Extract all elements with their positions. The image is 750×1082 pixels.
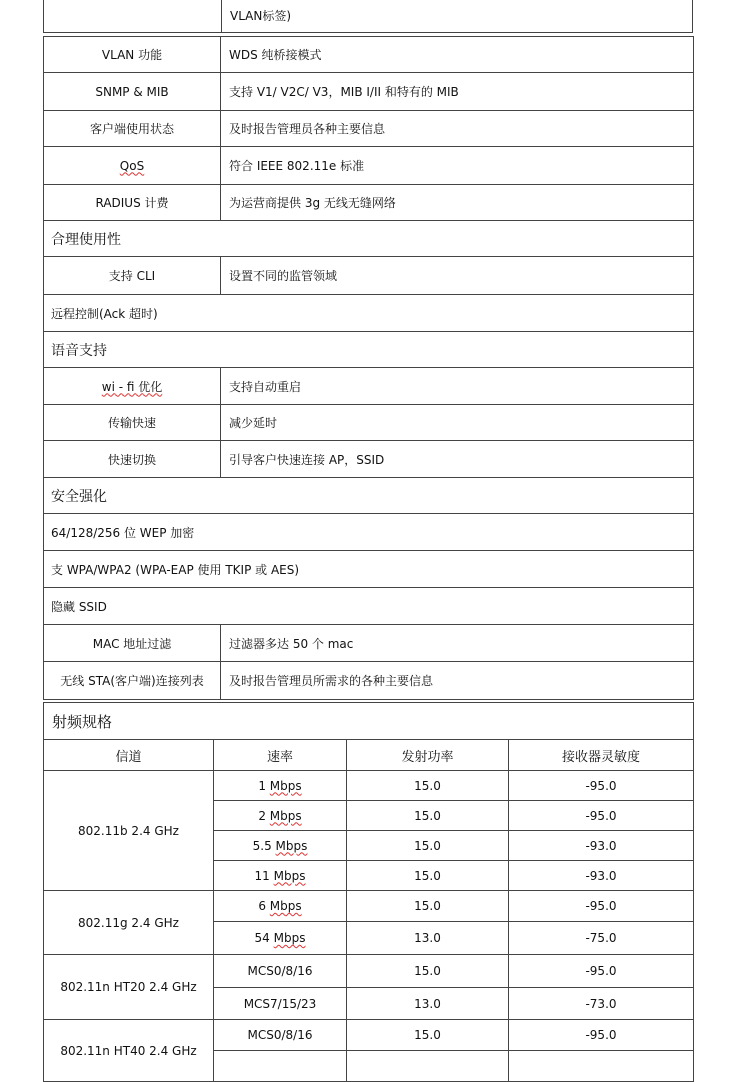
rf-rate-text: 5.5 Mbps [252, 838, 308, 853]
rf-rate-cell [214, 801, 347, 831]
rf-column-header: 速率 [214, 740, 347, 771]
rf-channel-cell: 802.11n HT40 2.4 GHz [44, 1020, 214, 1082]
rf-sensitivity-cell: -75.0 [509, 922, 694, 955]
feature-full-row: 支 WPA/WPA2 (WPA-EAP 使用 TKIP 或 AES) [44, 551, 694, 588]
feature-value: 符合 IEEE 802.11e 标准 [221, 147, 694, 185]
feature-row [44, 588, 694, 625]
feature-label-text: 快速切换 [107, 452, 156, 467]
feature-label-text: QoS [119, 158, 145, 173]
rf-power-cell: 15.0 [347, 1020, 509, 1051]
rf-sensitivity-cell: -95.0 [509, 771, 694, 801]
feature-row [44, 332, 694, 368]
rf-title-row [44, 703, 694, 740]
feature-label-text: 客户端使用状态 [89, 122, 174, 136]
feature-full-row: 64/128/256 位 WEP 加密 [44, 514, 694, 551]
feature-row [44, 73, 694, 111]
feature-row [44, 662, 694, 700]
rf-rate-text: MCS0/8/16 [247, 964, 313, 978]
rf-title: 射频规格 [44, 703, 694, 740]
rf-sensitivity-cell: -95.0 [509, 1020, 694, 1051]
feature-value: 引导客户快速连接 AP，SSID [221, 441, 694, 478]
rf-rate-cell [214, 831, 347, 861]
feature-label-text: 支持 CLI [108, 269, 156, 283]
rf-sensitivity-cell [509, 1051, 694, 1082]
rf-column-header: 信道 [44, 740, 214, 771]
rf-sensitivity-cell: -93.0 [509, 861, 694, 891]
rf-data-row [44, 771, 694, 801]
rf-sensitivity-cell: -93.0 [509, 831, 694, 861]
section-heading: 合理使用性 [44, 221, 694, 257]
rf-sensitivity-cell: -95.0 [509, 955, 694, 988]
rf-rate-text: 11 Mbps [254, 868, 306, 883]
rf-rate-text: MCS0/8/16 [247, 1028, 313, 1042]
rf-power-cell: 15.0 [347, 861, 509, 891]
rf-rate-text: MCS7/15/23 [243, 996, 317, 1011]
rf-rate-text: 1 Mbps [258, 778, 302, 793]
feature-label-text: SNMP & MIB [95, 84, 169, 99]
rf-rate-cell [214, 988, 347, 1020]
rf-power-cell: 15.0 [347, 831, 509, 861]
feature-value: 支持 V1/ V2C/ V3，MIB I/II 和特有的 MIB [221, 73, 694, 111]
rf-header-row [44, 740, 694, 771]
rf-sensitivity-cell: -95.0 [509, 801, 694, 831]
rf-rate-cell [214, 771, 347, 801]
rf-rate-cell [214, 1051, 347, 1082]
feature-row [44, 147, 694, 185]
rf-data-row [44, 891, 694, 922]
rf-sensitivity-cell: -95.0 [509, 891, 694, 922]
feature-label [44, 37, 221, 73]
feature-row [44, 111, 694, 147]
rf-data-row [44, 955, 694, 988]
feature-label-text: VLAN 功能 [101, 48, 163, 62]
top-row-value: VLAN标签) [222, 0, 693, 32]
feature-label [44, 405, 221, 441]
feature-row [44, 405, 694, 441]
feature-row [44, 441, 694, 478]
rf-rate-cell [214, 922, 347, 955]
rf-channel-cell: 802.11n HT20 2.4 GHz [44, 955, 214, 1020]
feature-row [44, 185, 694, 221]
rf-rate-text: 54 Mbps [254, 931, 306, 945]
feature-value: 及时报告管理员各种主要信息 [221, 111, 694, 147]
rf-power-cell: 15.0 [347, 801, 509, 831]
feature-label [44, 441, 221, 478]
feature-row [44, 514, 694, 551]
feature-label [44, 185, 221, 221]
feature-row [44, 625, 694, 662]
feature-row [44, 221, 694, 257]
feature-row [44, 37, 694, 73]
rf-power-cell [347, 1051, 509, 1082]
rf-power-cell: 13.0 [347, 988, 509, 1020]
feature-label [44, 111, 221, 147]
rf-power-cell: 15.0 [347, 771, 509, 801]
rf-rate-cell [214, 955, 347, 988]
rf-column-header: 接收器灵敏度 [509, 740, 694, 771]
rf-rate-text: 2 Mbps [258, 808, 302, 823]
rf-channel-cell: 802.11b 2.4 GHz [44, 771, 214, 891]
feature-value: 及时报告管理员所需求的各种主要信息 [221, 662, 694, 700]
rf-power-cell: 15.0 [347, 891, 509, 922]
rf-rate-cell [214, 861, 347, 891]
top-partial-table [43, 0, 693, 33]
feature-label [44, 147, 221, 185]
feature-label [44, 73, 221, 111]
feature-label [44, 662, 221, 700]
feature-row [44, 478, 694, 514]
rf-channel-cell: 802.11g 2.4 GHz [44, 891, 214, 955]
rf-spec-table [43, 702, 694, 1082]
feature-label-text: wi - fi 优化 [101, 379, 163, 394]
feature-label [44, 257, 221, 295]
rf-power-cell: 13.0 [347, 922, 509, 955]
rf-data-row [44, 1020, 694, 1051]
feature-value: 过滤器多达 50 个 mac [221, 625, 694, 662]
feature-full-row: 隐藏 SSID [44, 588, 694, 625]
feature-label [44, 368, 221, 405]
feature-label-text: RADIUS 计费 [95, 196, 169, 210]
rf-rate-text: 6 Mbps [258, 899, 302, 913]
rf-rate-cell [214, 891, 347, 922]
features-table [43, 36, 694, 700]
rf-rate-cell [214, 1020, 347, 1051]
feature-label-text: 无线 STA(客户端)连接列表 [60, 674, 204, 688]
feature-row [44, 368, 694, 405]
rf-sensitivity-cell: -73.0 [509, 988, 694, 1020]
section-heading: 语音支持 [44, 332, 694, 368]
feature-row [44, 551, 694, 588]
feature-label [44, 625, 221, 662]
top-row-label-cell [44, 0, 222, 32]
feature-row [44, 257, 694, 295]
rf-power-cell: 15.0 [347, 955, 509, 988]
feature-row [44, 295, 694, 332]
feature-value: WDS 纯桥接模式 [221, 37, 694, 73]
section-heading: 安全强化 [44, 478, 694, 514]
feature-label-text: 传输快速 [107, 416, 156, 430]
feature-value: 为运营商提供 3g 无线无缝网络 [221, 185, 694, 221]
feature-value: 支持自动重启 [221, 368, 694, 405]
feature-value: 减少延时 [221, 405, 694, 441]
feature-label-text: MAC 地址过滤 [92, 636, 172, 651]
rf-column-header: 发射功率 [347, 740, 509, 771]
feature-value: 设置不同的监管领域 [221, 257, 694, 295]
feature-full-row: 远程控制(Ack 超时) [44, 295, 694, 332]
